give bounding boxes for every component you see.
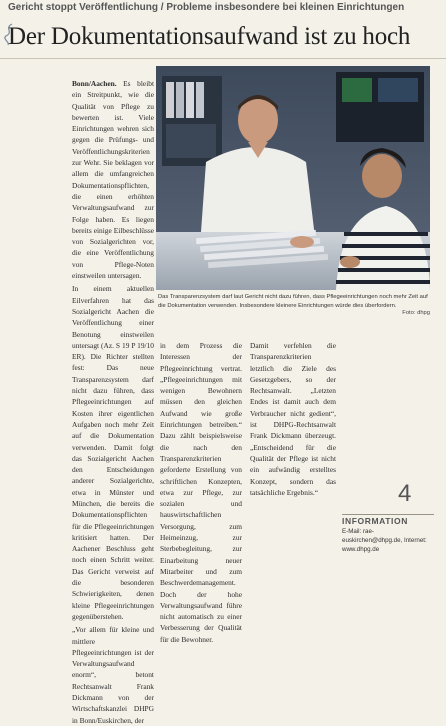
article-photo (156, 66, 430, 290)
lead-paragraph: Es bleibt ein Streitpunkt, wie die Qualität von Pflege zu bewerten ist. Viele Einrichtungen wehren sich gegen die Prüfungs- und Veröffentlichungskriterien zur Wehr. Sie beklagen vor allem die umfangreichen Dokumentationspflichten, die einen erhöhten Verwaltungsaufwand zur Folge haben. Es liegen bereits einige Eilbeschlüsse von Sozialgerichten vor, die eine Veröffentlichung von Pflege-Noten einstweilen untersagen. (72, 79, 154, 281)
body-column-3: Damit verfehlen die Transparenzkriterien letztlich die Ziele des Gesetzgebers, so der Rechtsanwalt. „Letzten Endes ist damit auch dem Verbraucher nicht gedient“, ist DHPG-Rechtsanwalt Frank Dickmann überzeugt. „Entscheidend für die Qualität der Pflege ist nicht ein aufwändig erstelltes Konzept, sondern das tatsächliche Ergebnis.“ (250, 341, 336, 497)
body-paragraph: In einem aktuellen Eilverfahren hat das Sozialgericht Aachen die Veröffentlichung einer Benotung einstweilen untersagt (Az. S 19 P 19/10 ER). Die Richter stellten fest: Das neue Transparenzsystem darf nicht dazu führen, dass Pflegeeinrichtungen auf Kosten ihrer eigentlichen Aufgaben noch mehr Zeit auf die Dokumentation verwenden. Damit folgt das Sozialgericht Aachen den Entscheidungen anderer Sozialgerichte, etwa in Münster und München, die bereits die Dokumentationspflichten für die Pflegeeinrichtungen kritisiert hatten. Der Aachener Beschluss geht noch einen Schritt weiter. Das Gericht verweist auf die besonderen Schwierigkeiten, denen kleine Pflegeeinrichtungen gegenüberstehen. (72, 284, 154, 621)
body-column-1 (72, 78, 154, 726)
photo-illustration (156, 66, 430, 290)
dateline: Bonn/Aachen. (72, 79, 117, 88)
handwritten-mark: 4 (398, 480, 412, 507)
article-headline: Der Dokumentationsaufwand ist zu hoch (8, 23, 411, 50)
info-divider (342, 514, 434, 515)
body-paragraph: „Vor allem für kleine und mittlere Pflegeeinrichtungen ist der Verwaltungsaufwand enorm“, betont Rechtsanwalt Frank Dickmann von der Wirtschaftskanzlei DHPG in Bonn/Euskirchen, der (72, 625, 154, 725)
info-contact: E-Mail: rae-euskirchen@dhpg.de, Internet: www.dhpg.de (342, 528, 427, 553)
info-title: INFORMATION (342, 516, 408, 526)
photo-credit: Foto: dhpg (402, 310, 430, 316)
photo-caption: Das Transparenzsystem darf laut Gericht nicht dazu führen, dass Pflegeeinrichtungen noch mehr Zeit auf die Dokumentation verwenden. Insbesondere kleinere Einrichtungen würde dies überfordern. (158, 294, 428, 309)
header-rule (0, 58, 446, 59)
article-kicker: Gericht stoppt Veröffentlichung / Probleme insbesondere bei kleinen Einrichtungen (8, 2, 405, 13)
body-column-2: in dem Prozess die Interessen der Pflegeeinrichtung vertrat. „Pflegeeinrichtungen mit wenigen Bewohnern müssen den gleichen Aufwand wie große Einrichtungen betreiben.“ Dazu zählt beispielsweise die nach den Transparenzkriterien geforderte Erstellung von schriftlichen Konzepten, etwa zur Pflege, zur sozialen und hauswirtschaftlichen Versorgung, zum Heimeinzug, zur Sterbebegleitung, zur Einarbeitung neuer Mitarbeiter und zum Beschwerdemanagement. Doch der hohe Verwaltungsaufwand führe nicht automatisch zu einer Verbesserung der Qualität für die Bewohner. (160, 341, 242, 644)
